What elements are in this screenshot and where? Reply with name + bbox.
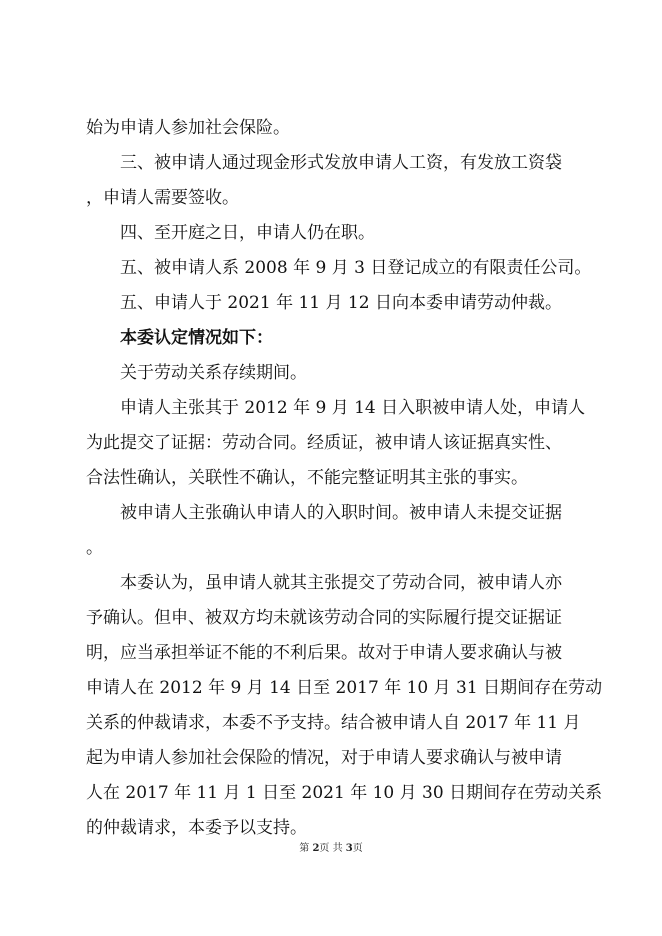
text-line: 关系的仲裁请求，本委不予支持。结合被申请人自 2017 年 11 月 (86, 713, 581, 733)
text-line: 四、至开庭之日，申请人仍在职。 (120, 223, 375, 243)
text-line: 申请人主张其于 2012 年 9 月 14 日入职被申请人处，申请人 (120, 398, 586, 418)
text-line: 明，应当承担举证不能的不利后果。故对于申请人要求确认与被 (86, 643, 562, 663)
page-footer (0, 842, 662, 856)
text-line: 三、被申请人通过现金形式发放申请人工资，有发放工资袋 (120, 153, 562, 173)
text-line: 为此提交了证据：劳动合同。经质证，被申请人该证据真实性、 (86, 433, 562, 453)
text-line: 申请人在 2012 年 9 月 14 日至 2017 年 10 月 31 日期间存在劳动 (86, 678, 603, 698)
document-body (86, 111, 606, 846)
text-line: 的仲裁请求，本委予以支持。 (86, 818, 307, 838)
footer-suffix: 页 (352, 843, 363, 854)
text-line: 起为申请人参加社会保险的情况，对于申请人要求确认与被申请 (86, 748, 562, 768)
current-page-number: 2 (312, 843, 320, 854)
total-pages-number: 3 (345, 843, 353, 854)
text-line: ，申请人需要签收。 (86, 188, 239, 208)
text-line: 本委认为，虽申请人就其主张提交了劳动合同，被申请人亦 (120, 573, 562, 593)
text-line: 五、被申请人系 2008 年 9 月 3 日登记成立的有限责任公司。 (120, 258, 592, 278)
text-line: 被申请人主张确认申请人的入职时间。被申请人未提交证据 (120, 503, 562, 523)
text-line: 合法性确认，关联性不确认，不能完整证明其主张的事实。 (86, 468, 528, 488)
text-line: 关于劳动关系存续期间。 (120, 363, 307, 383)
text-line: 予确认。但申、被双方均未就该劳动合同的实际履行提交证据证 (86, 608, 562, 628)
text-line: 始为申请人参加社会保险。 (86, 118, 290, 138)
footer-prefix: 第 (299, 843, 313, 854)
text-line: 。 (86, 538, 103, 558)
text-line: 人在 2017 年 11 月 1 日至 2021 年 10 月 30 日期间存在劳动关系 (86, 783, 603, 803)
footer-middle: 页 共 (319, 843, 346, 854)
text-line: 五、申请人于 2021 年 11 月 12 日向本委申请劳动仲裁。 (120, 293, 562, 313)
section-heading: 本委认定情况如下： (120, 328, 273, 348)
